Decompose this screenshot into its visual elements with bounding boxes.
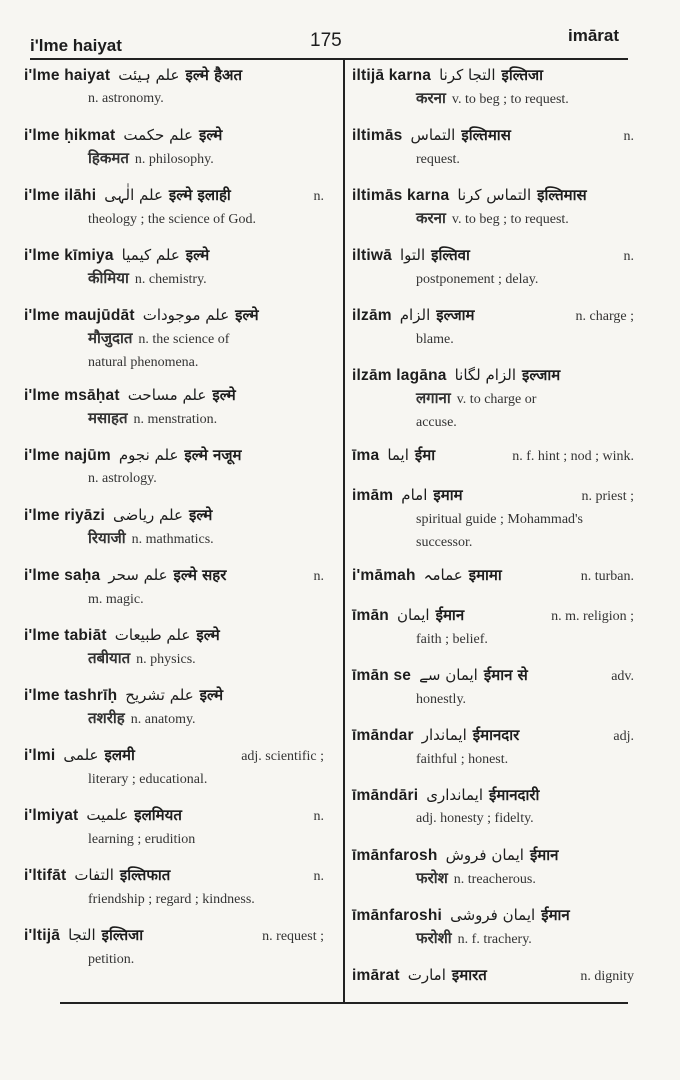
entry-definition-text: request. — [416, 152, 460, 167]
dictionary-entry — [24, 924, 324, 971]
entry-hindi: ईमानदारी — [489, 786, 540, 804]
entry-headword: imām — [352, 487, 394, 504]
entry-hindi-continued: तशरीह — [88, 709, 125, 727]
dictionary-entry — [352, 484, 634, 554]
entry-hindi: इल्मे — [188, 506, 213, 524]
running-header-right: imārat — [568, 26, 620, 45]
page-number: 175 — [310, 30, 342, 51]
entry-urdu: علمیت — [86, 806, 129, 824]
entry-definition-text: m. magic. — [88, 592, 144, 607]
entry-definition-text: n. chemistry. — [134, 272, 207, 287]
dictionary-entry — [352, 304, 634, 351]
entry-line — [352, 564, 634, 588]
entry-definition-text: n. astrology. — [88, 471, 157, 486]
dictionary-entry — [352, 724, 634, 771]
entry-definition-line — [24, 87, 324, 110]
entry-definition: n. request ; — [262, 929, 324, 944]
entry-definition: n. turban. — [580, 569, 634, 584]
entry-hindi-continued: रियाजी — [88, 529, 126, 547]
dictionary-entry — [24, 504, 324, 551]
entry-headword: ilzām — [352, 307, 392, 324]
entry-headword: i'lme ḥikmat — [24, 127, 116, 144]
dictionary-entry — [24, 744, 324, 791]
entry-hindi: इमारत — [451, 966, 487, 984]
entry-headword: i'lme ilāhi — [24, 187, 97, 204]
dictionary-entry — [24, 804, 324, 851]
entry-hindi: इल्मे — [235, 306, 259, 324]
entry-hindi: इल्मे — [199, 686, 224, 704]
entry-definition-line — [24, 527, 324, 551]
dictionary-entry — [352, 564, 634, 588]
entry-urdu: ایمان فروش — [445, 846, 524, 864]
entry-line — [24, 564, 324, 588]
entry-urdu: الزام — [399, 306, 431, 324]
entry-hindi: इल्तिजा — [501, 66, 544, 84]
entry-line — [352, 184, 634, 207]
entry-definition-text: spiritual guide ; Mohammad's — [416, 512, 584, 527]
entry-hindi: इल्मे सहर — [173, 566, 227, 584]
entry-line — [24, 504, 324, 527]
entry-urdu: علم نجوم — [118, 446, 179, 464]
entry-line — [352, 64, 634, 87]
entry-definition-line — [24, 588, 324, 611]
entry-definition-line — [24, 828, 324, 851]
entry-definition-text: n. mathmatics. — [131, 532, 214, 547]
entry-line — [24, 864, 324, 888]
entry-definition: n. — [623, 249, 634, 264]
entry-definition-text: theology ; the science of God. — [88, 212, 256, 227]
entry-definition-text: honestly. — [416, 692, 467, 707]
footer-rule — [60, 1002, 628, 1004]
entry-hindi-continued: लगाना — [416, 389, 451, 407]
column-divider — [343, 60, 345, 1002]
entry-hindi: इलमियत — [134, 806, 182, 824]
entry-headword: imārat — [352, 967, 400, 984]
entry-definition-line — [352, 688, 634, 711]
entry-line — [352, 784, 634, 807]
dictionary-entry — [24, 184, 324, 231]
entry-urdu: علم ریاضی — [113, 506, 183, 524]
entry-line — [24, 124, 324, 147]
entry-definition: n. — [313, 569, 324, 584]
entry-line — [24, 64, 324, 87]
entry-line — [352, 244, 634, 268]
entry-line — [352, 484, 634, 508]
entry-hindi: इल्जाम — [436, 306, 475, 324]
entry-definition: n. — [623, 129, 634, 144]
entry-line — [24, 684, 324, 707]
dictionary-entry — [24, 304, 324, 374]
entry-hindi: ईमान — [435, 606, 465, 624]
entry-headword: i'lme haiyat — [24, 67, 111, 84]
entry-line — [24, 924, 324, 948]
entry-definition-text: literary ; educational. — [88, 772, 208, 787]
entry-definition-text: v. to beg ; to request. — [451, 92, 569, 107]
entry-headword: i'lme tabiāt — [24, 627, 107, 644]
entry-hindi: इल्मे — [199, 126, 223, 144]
entry-urdu: التجا — [68, 926, 96, 944]
entry-line — [24, 304, 324, 327]
entry-hindi-continued: मौजुदात — [88, 329, 133, 347]
header-rule — [30, 58, 628, 60]
entry-definition-line — [24, 768, 324, 791]
entry-hindi: ईमान से — [483, 666, 528, 684]
entry-definition-line — [352, 867, 634, 891]
entry-hindi-continued: मसाहत — [88, 409, 128, 427]
entry-line — [352, 664, 634, 688]
dictionary-entry — [24, 444, 324, 490]
entry-urdu: التوا — [399, 246, 426, 264]
entry-definition-text: n. treacherous. — [453, 872, 536, 887]
dictionary-entry — [352, 364, 634, 434]
dictionary-entry — [352, 184, 634, 231]
entry-hindi: इमामा — [468, 566, 502, 584]
dictionary-entry — [352, 244, 634, 291]
entry-definition-text: n. menstration. — [133, 412, 218, 427]
entry-definition-line: successor. — [416, 535, 473, 550]
entry-hindi: इलमी — [104, 746, 135, 764]
entry-hindi: ईमा — [414, 446, 436, 464]
entry-definition: n. f. hint ; nod ; wink. — [512, 449, 634, 464]
entry-urdu: امام — [401, 486, 428, 504]
entry-urdu: ایما — [387, 446, 409, 464]
entry-definition-line — [24, 948, 324, 971]
entry-hindi: इल्मे — [185, 246, 210, 264]
entry-definition: n. — [313, 189, 324, 204]
entry-headword: i'lme tashrīḥ — [24, 687, 118, 704]
dictionary-entry — [24, 64, 324, 110]
entry-definition-text: postponement ; delay. — [416, 272, 539, 287]
dictionary-entry — [352, 784, 634, 830]
entry-urdu: علم طبیعات — [114, 626, 191, 644]
entry-definition-text: petition. — [88, 952, 135, 967]
entry-definition-line — [24, 707, 324, 731]
entry-headword: īmāndāri — [352, 787, 419, 804]
entry-headword: ilzām lagāna — [352, 367, 447, 384]
entry-hindi: इल्तिफात — [119, 866, 171, 884]
dictionary-entry — [24, 564, 324, 611]
entry-line — [352, 904, 634, 927]
entry-hindi: इल्तिमास — [537, 186, 587, 204]
entry-definition-text: v. to charge or — [456, 392, 537, 407]
dictionary-entry — [352, 964, 634, 988]
entry-urdu: علم مساحت — [127, 386, 207, 404]
entry-hindi-continued: तबीयात — [88, 649, 131, 667]
entry-definition-text: v. to beg ; to request. — [451, 212, 569, 227]
entry-definition-line: natural phenomena. — [88, 355, 199, 370]
dictionary-entry — [352, 904, 634, 951]
dictionary-entry — [352, 604, 634, 651]
entry-hindi: ईमानदार — [472, 726, 520, 744]
dictionary-entry — [352, 444, 634, 468]
entry-definition: adv. — [611, 669, 634, 684]
entry-definition-text: n. philosophy. — [134, 152, 214, 167]
entry-headword: i'ltifāt — [24, 867, 67, 884]
entry-headword: i'lme saḥa — [24, 567, 101, 584]
entry-definition: n. m. religion ; — [551, 609, 634, 624]
entry-hindi: ईमान — [541, 906, 570, 924]
entry-definition-line — [352, 927, 634, 951]
entry-headword: i'lmiyat — [24, 807, 79, 824]
entry-hindi-continued: करना — [416, 209, 446, 227]
entry-definition-text: faith ; belief. — [416, 632, 488, 647]
entry-headword: i'lme maujūdāt — [24, 307, 135, 324]
entry-urdu: عمامہ — [423, 566, 463, 584]
dictionary-entry — [24, 124, 324, 171]
entry-urdu: التجا کرنا — [439, 66, 496, 84]
entry-urdu: التماس — [410, 126, 456, 144]
dictionary-entry — [352, 64, 634, 111]
entry-definition-text: blame. — [416, 332, 454, 347]
entry-urdu: امارت — [407, 966, 446, 984]
entry-headword: īmānfarosh — [352, 847, 438, 864]
entry-urdu: علم موجودات — [142, 306, 230, 324]
entry-line — [352, 844, 634, 867]
dictionary-entry — [24, 684, 324, 731]
entry-definition-line — [352, 268, 634, 291]
entry-headword: i'lme riyāzi — [24, 507, 106, 524]
entry-urdu: علمی — [63, 746, 99, 764]
entry-headword: iltimās — [352, 127, 403, 144]
entry-line — [352, 604, 634, 628]
entry-definition: n. dignity — [580, 969, 634, 984]
entry-line — [24, 244, 324, 267]
entry-definition: n. priest ; — [581, 489, 634, 504]
entry-headword: i'lme kīmiya — [24, 247, 114, 264]
entry-definition-text: n. anatomy. — [130, 712, 196, 727]
entry-headword: īmān — [352, 607, 389, 624]
entry-hindi: इल्तिमास — [461, 126, 511, 144]
entry-definition-line — [24, 888, 324, 911]
entry-line — [24, 624, 324, 647]
entry-hindi: इमाम — [433, 486, 463, 504]
entry-urdu: علم سحر — [108, 566, 168, 584]
entry-definition: adj. scientific ; — [241, 749, 324, 764]
entry-hindi: इल्तिजा — [101, 926, 144, 944]
entry-definition-line — [24, 208, 324, 231]
dictionary-entry — [352, 664, 634, 711]
entry-definition-line — [352, 207, 634, 231]
entry-line — [352, 964, 634, 988]
entry-headword: īma — [352, 447, 380, 464]
entry-hindi-continued: करना — [416, 89, 446, 107]
entry-headword: i'māmah — [352, 567, 416, 584]
entry-definition-text: faithful ; honest. — [416, 752, 509, 767]
entry-definition-line — [24, 467, 324, 490]
entry-hindi-continued: हिकमत — [88, 149, 129, 167]
entry-urdu: علم ہیئت — [118, 66, 180, 84]
entry-definition-line — [24, 647, 324, 671]
entry-definition-line: accuse. — [416, 415, 457, 430]
entry-urdu: ایمان سے — [419, 666, 478, 684]
entry-line — [24, 444, 324, 467]
entry-definition: n. — [313, 869, 324, 884]
dictionary-entry — [352, 124, 634, 171]
entry-line — [352, 364, 634, 387]
entry-definition-text: n. the science of — [138, 332, 230, 347]
entry-hindi: इल्मे नजूम — [184, 446, 242, 464]
entry-definition: n. — [313, 809, 324, 824]
entry-headword: i'ltijā — [24, 927, 61, 944]
entry-hindi: इल्तिवा — [431, 246, 470, 264]
entry-definition: adj. — [613, 729, 634, 744]
entry-line — [24, 184, 324, 208]
entry-headword: iltimās karna — [352, 187, 450, 204]
entry-urdu: ایمان — [396, 606, 430, 624]
entry-headword: i'lme najūm — [24, 447, 111, 464]
entry-hindi: इल्मे — [212, 386, 236, 404]
entry-definition-line — [352, 328, 634, 351]
entry-headword: īmānfaroshi — [352, 907, 443, 924]
dictionary-entry — [24, 244, 324, 291]
dictionary-entry — [24, 384, 324, 431]
entry-urdu: ایماندار — [421, 726, 467, 744]
entry-line — [352, 304, 634, 328]
entry-hindi: इल्मे हैअत — [185, 66, 243, 84]
entry-definition-text: adj. honesty ; fidelty. — [416, 811, 534, 826]
entry-urdu: علم کیمیا — [121, 246, 180, 264]
entry-headword: īmān se — [352, 667, 412, 684]
dictionary-entry — [24, 864, 324, 911]
entry-urdu: علم حکمت — [123, 126, 193, 144]
entry-urdu: الزام لگانا — [454, 366, 516, 384]
entry-hindi-continued: फरोशी — [416, 929, 452, 947]
entry-headword: īmāndar — [352, 727, 414, 744]
entry-definition-text: n. physics. — [136, 652, 196, 667]
entry-definition-line — [352, 387, 634, 411]
entry-definition-line — [352, 508, 634, 531]
entry-hindi-continued: कीमिया — [88, 269, 129, 287]
entry-line — [352, 724, 634, 748]
entry-definition-text: friendship ; regard ; kindness. — [88, 892, 255, 907]
entry-headword: i'lme msāḥat — [24, 387, 120, 404]
entry-definition-line — [24, 267, 324, 291]
entry-definition-text: n. f. trachery. — [457, 932, 532, 947]
entry-definition-line — [24, 407, 324, 431]
entry-hindi: ईमान — [529, 846, 559, 864]
entry-line — [24, 744, 324, 768]
entry-urdu: التفات — [74, 866, 114, 884]
entry-definition-line — [352, 628, 634, 651]
entry-line — [352, 124, 634, 148]
entry-definition-line — [352, 148, 634, 171]
dictionary-entry — [352, 844, 634, 891]
entry-headword: i'lmi — [24, 747, 56, 764]
entry-urdu: علم الٰہی — [104, 186, 163, 204]
entry-definition-text: learning ; erudition — [88, 832, 196, 847]
running-header-left: i'lme haiyat — [30, 36, 122, 55]
entry-definition-line — [352, 807, 634, 830]
entry-definition-line — [24, 147, 324, 171]
entry-definition-text: n. astronomy. — [88, 91, 164, 106]
entry-hindi: इल्मे इलाही — [168, 186, 231, 204]
dictionary-entry — [24, 624, 324, 671]
entry-hindi: इल्जाम — [521, 366, 561, 384]
entry-line — [24, 384, 324, 407]
entry-urdu: ایمانداری — [426, 786, 484, 804]
entry-definition-line — [24, 327, 324, 351]
entry-hindi-continued: फरोश — [416, 869, 448, 887]
entry-definition: n. charge ; — [575, 309, 634, 324]
entry-headword: iltijā karna — [352, 67, 432, 84]
entry-hindi: इल्मे — [196, 626, 220, 644]
entry-urdu: التماس کرنا — [457, 186, 532, 204]
entry-urdu: علم تشریح — [125, 686, 194, 704]
entry-headword: iltiwā — [352, 247, 392, 264]
entry-urdu: ایمان فروشی — [450, 906, 536, 924]
entry-line — [24, 804, 324, 828]
entry-definition-line — [352, 748, 634, 771]
entry-line — [352, 444, 634, 468]
entry-definition-line — [352, 87, 634, 111]
